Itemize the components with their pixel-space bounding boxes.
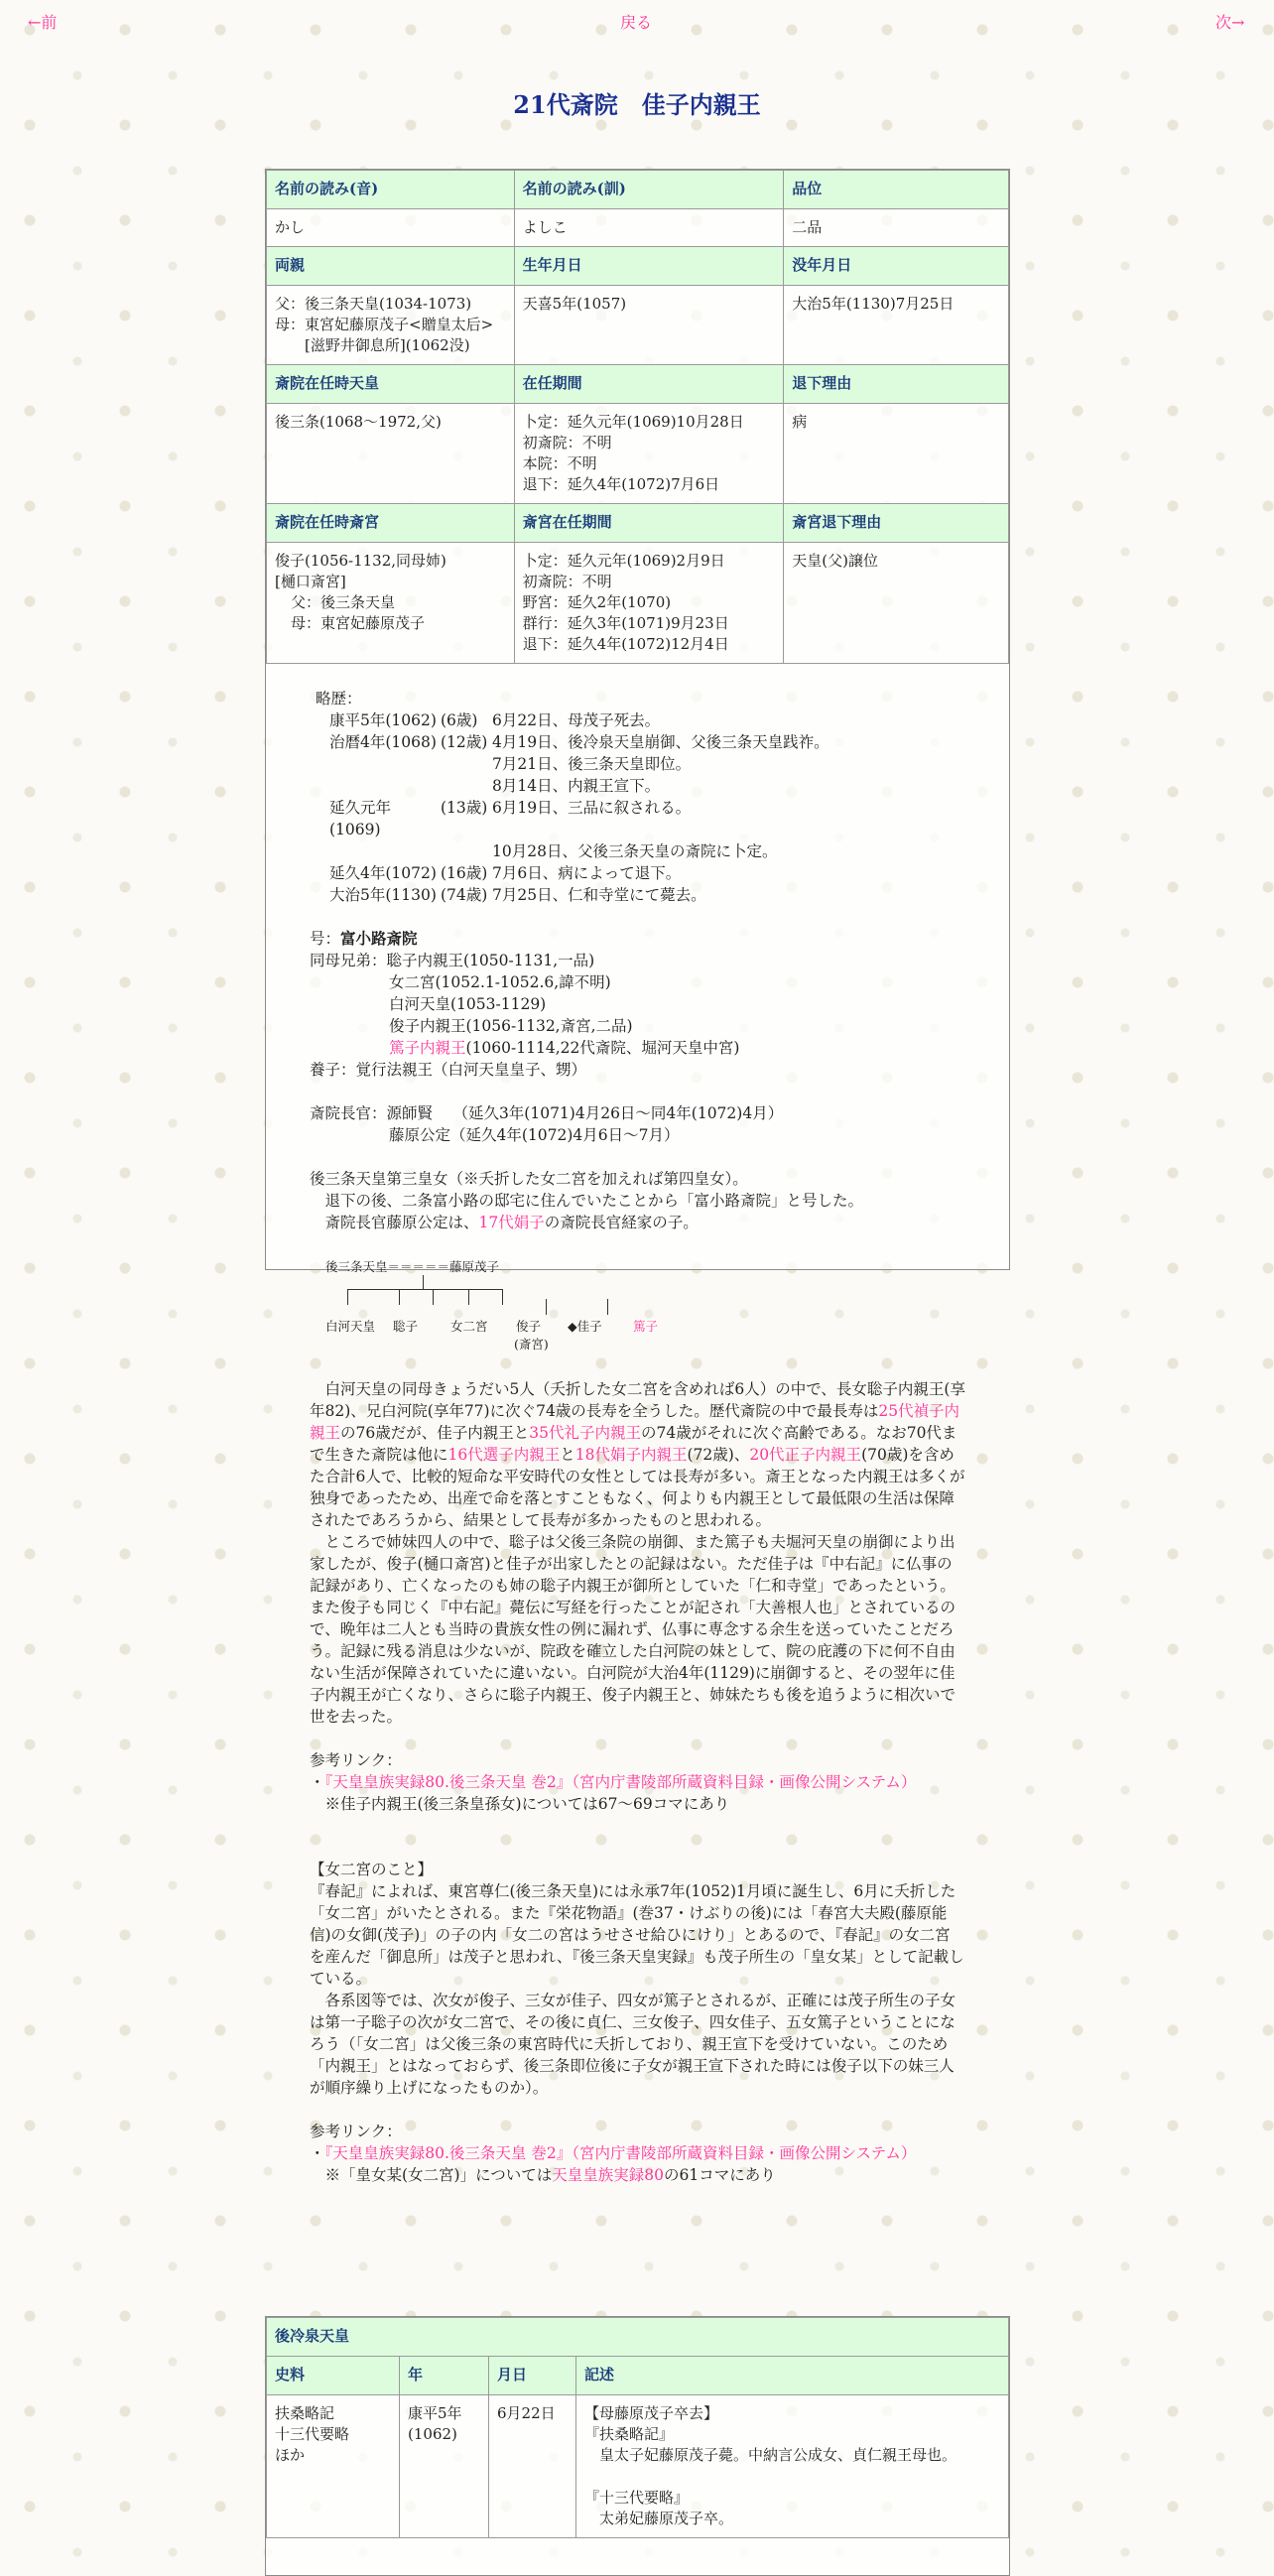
source-cell: [267, 2395, 400, 2538]
header-year: 年: [400, 2357, 489, 2395]
header-saigu-retire: 斎宮退下理由: [784, 504, 1009, 543]
link-teishi-25[interactable]: 25代禎子内親王: [310, 1402, 960, 1442]
header-saigu-term: 斎宮在任期間: [514, 504, 784, 543]
ryakureki-age: [441, 753, 492, 775]
essay-text: と: [560, 1446, 575, 1464]
ryakureki-age: (74歳): [441, 886, 488, 904]
ref1-link[interactable]: 『天皇皇族実録80.後三条天皇 巻2』（宮内庁書陵部所蔵資料目録・画像公開システム）: [324, 1773, 917, 1791]
ryakureki-event: 7月6日、病によって退下。: [492, 864, 682, 882]
ryakureki-row: [316, 753, 965, 775]
genealogy-line: [347, 1289, 502, 1290]
record-line: 『十三代要略』: [584, 2489, 690, 2507]
header-reading-kun: 名前の読み(訓): [514, 171, 784, 209]
ref1-label: 参考リンク：: [310, 1751, 402, 1769]
sibling-rest: (1060-1114,22代斎院、堀河天皇中宮): [465, 1039, 740, 1057]
chokan-line: [310, 1102, 965, 1124]
siblings-label: 同母兄弟：: [310, 952, 387, 969]
source-item: ほか: [275, 2446, 306, 2464]
back-link[interactable]: 戻る: [620, 13, 653, 32]
ref2-note: [310, 2164, 965, 2186]
saigu-term-line: 初斎院：不明: [522, 573, 612, 590]
header-parents: 両親: [267, 247, 515, 286]
term-line: 卜定：延久元年(1069)10月28日: [522, 413, 744, 431]
ryakureki-era: 延久元年(1069): [329, 799, 392, 838]
saigu-mother: 母：東宮妃藤原茂子: [291, 614, 426, 632]
main-panel: [265, 169, 1010, 2184]
link-senshi-16[interactable]: 16代選子内親王: [447, 1446, 561, 1464]
sibling-item: [310, 1037, 965, 1059]
ryakureki-row: [316, 775, 965, 797]
header-emperor: 斎院在任時天皇: [267, 365, 515, 404]
record-line: 皇太子妃藤原茂子薨。中納言公成女、貞仁親王母也。: [584, 2446, 957, 2464]
ryakureki-label: 略歴：: [316, 690, 362, 708]
saigu-term-cell: [514, 543, 784, 664]
sibling-item: 白河天皇(1053-1129): [389, 995, 547, 1013]
header-retire: 退下理由: [784, 365, 1009, 404]
saigu-term-line: 野宮：延久2年(1070): [522, 593, 672, 611]
bullet: ・: [310, 1773, 325, 1791]
info-table: [266, 170, 1009, 664]
chokan-label: 斎院長官：: [310, 1104, 387, 1122]
saigu-cell: [267, 543, 515, 664]
ryakureki-row: [316, 797, 965, 840]
para-text: 斎院長官藤原公定は、: [310, 1214, 479, 1231]
chokan-entry: 源師賢 （延久3年(1071)4月26日～同4年(1072)4月）: [386, 1104, 784, 1122]
ryakureki-row: [316, 731, 965, 753]
ryakureki-event: 7月25日、仁和寺堂にて薨去。: [492, 886, 706, 904]
biography: [266, 664, 1009, 2226]
parents-mother: 母：東宮妃藤原茂子<贈皇太后>: [275, 316, 494, 333]
header-date: 月日: [489, 2357, 576, 2395]
ryakureki-age: [441, 840, 492, 862]
go-name: 富小路斎院: [340, 929, 418, 948]
go-line: [310, 928, 965, 950]
ryakureki-age: (6歳): [441, 711, 478, 729]
genealogy-child-note: (斎宮): [514, 1337, 549, 1352]
genealogy-line: [347, 1289, 348, 1305]
genealogy-line: [399, 1289, 400, 1305]
death-date: 大治5年(1130)7月25日: [784, 286, 1009, 365]
parents-father: 父：後三条天皇(1034-1073): [275, 295, 472, 313]
ryakureki: [316, 688, 965, 906]
ref2-item: [310, 2142, 965, 2164]
genealogy-child: 俊子: [516, 1319, 542, 1334]
genealogy-diagram: [310, 1255, 965, 1372]
genealogy-child: 白河天皇: [325, 1319, 376, 1334]
ryakureki-era: 延久4年(1072): [329, 864, 437, 882]
ryakureki-age: [441, 775, 492, 797]
year-value: 康平5年: [408, 2404, 462, 2422]
essay-text: (70歳)を含めた合計6人で、比較的短命な平安時代の女性としては長寿が多い。斎王となった内親王は多くが独身であったため、出産で命を落とすこともなく、何よりも内親王として最低限の生活は保障されたであろうから、結果として長寿が多かったものと思われる。: [310, 1446, 965, 1529]
header-rank: 品位: [784, 171, 1009, 209]
genealogy-child: 篤子: [633, 1319, 659, 1334]
link-kenshi-18[interactable]: 18代娟子内親王: [574, 1446, 688, 1464]
ryakureki-age: (16歳): [441, 864, 488, 882]
genealogy-child: 女二宮: [450, 1319, 488, 1334]
year-cell: [400, 2395, 489, 2538]
prev-link[interactable]: ←前: [28, 13, 58, 32]
essay-p2: ところで姉妹四人の中で、聡子は父後三条院の崩御、また篤子も夫堀河天皇の崩御により出家したが、俊子(樋口斎宮)と佳子が出家したとの記録はない。ただ佳子は『中右記』に仏事の記録があり、亡くなったのも姉の聡子内親王が御所としていた「仁和寺堂」であったという。また俊子も同じく『中右記』薨伝に写経を行ったことが記され「大善根人也」とされているので、晩年は二人とも当時の貴族女性の例に漏れず、仏事に専念する余生を送っていたことだろう。記録に残る消息は少ないが、院政を確立した白河院の妹として、院の庇護の下に何不自由ない生活が保障されていたに違いない。白河院が大治4年(1129)に崩御すると、その翌年に佳子内親王が亡くなり、さらに聡子内親王、俊子内親王と、姉妹たちも後を追うように相次いで世を去った。: [310, 1533, 956, 1726]
essay-p1: [310, 1378, 965, 1531]
term-line: 本院：不明: [522, 454, 597, 472]
ryakureki-event: 4月19日、後冷泉天皇崩御、父後三条天皇践祚。: [492, 733, 829, 751]
ryakureki-event: 6月19日、三品に叙される。: [492, 799, 692, 817]
history-section-title: 後冷泉天皇: [267, 2318, 1009, 2357]
source-item: 扶桑略記: [275, 2404, 335, 2422]
saigu-alias: [樋口斎宮]: [275, 573, 346, 590]
ryakureki-row: [316, 840, 965, 862]
genealogy-parents: 後三条天皇＝＝＝＝＝藤原茂子: [325, 1259, 500, 1274]
essay-text: の74歳がそれに次ぐ高齢である。なお70代まで生きた斎院は他に: [310, 1424, 957, 1464]
ref1-note: ※佳子内親王(後三条皇孫女)については67～69コマにあり: [310, 1795, 730, 1813]
ryakureki-era: [316, 775, 441, 797]
header-record: 記述: [576, 2357, 1009, 2395]
term-line: 退下：延久4年(1072)7月6日: [522, 475, 720, 493]
genealogy-line: [546, 1299, 547, 1315]
reading-on: かし: [267, 209, 515, 247]
ref1-item: [310, 1771, 965, 1793]
record-line: 太弟妃藤原茂子卒。: [584, 2510, 734, 2527]
sibling-item: 俊子内親王(1056-1132,斎宮,二品): [389, 1017, 633, 1035]
ryakureki-era: [316, 753, 441, 775]
siblings-label-line: [310, 950, 965, 971]
history-table: [266, 2317, 1009, 2538]
retire-reason: 病: [784, 404, 1009, 504]
chokan-entry: 藤原公定（延久4年(1072)4月6日～7月）: [389, 1126, 680, 1144]
genealogy-child: 聡子: [393, 1319, 419, 1334]
header-source: 史料: [267, 2357, 400, 2395]
record-cell: [576, 2395, 1009, 2538]
ref2-note-text: ※「皇女某(女二宮)」については: [310, 2166, 553, 2184]
emperor: 後三条(1068～1972,父): [267, 404, 515, 504]
saigu-term-line: 卜定：延久元年(1069)2月9日: [522, 552, 725, 570]
nyoni-heading: 【女二宮のこと】: [310, 1861, 434, 1878]
genealogy-line: [607, 1299, 608, 1315]
sibling-item: 聡子内親王(1050-1131,一品): [386, 952, 595, 969]
record-line: 『扶桑略記』: [584, 2425, 675, 2443]
essay-text: 白河天皇の同母きょうだい5人（夭折した女二宮を含めれば6人）の中で、長女聡子内親王(享年82)、兄白河院(享年77)に次ぐ74歳の長寿を全うした。歴代斎院の中で最長寿は: [310, 1380, 965, 1420]
saigu-retire-reason: 天皇(父)譲位: [784, 543, 1009, 664]
link-seishi-20[interactable]: 20代正子内親王: [749, 1446, 862, 1464]
next-link[interactable]: 次→: [1215, 13, 1245, 32]
date-cell: 6月22日: [489, 2395, 576, 2538]
ryakureki-row: [316, 862, 965, 884]
header-death: 没年月日: [784, 247, 1009, 286]
nyoni-p2: 各系図等では、次女が俊子、三女が佳子、四女が篤子とされるが、正確には茂子所生の子女は第一子聡子の次が女二宮で、その後に貞仁、三女俊子、四女佳子、五女篤子ということになろう（「女二宮」は父後三条の東宮時代に夭折しており、親王宣下を受けていない。このため「内親王」とはなっておらず、後三条即位後に子女が親王宣下された時には俊子以下の妹三人が順序繰り上げになったものか）。: [310, 1992, 956, 2097]
saigu-father: 父：後三条天皇: [291, 593, 396, 611]
ryakureki-age: (12歳): [441, 733, 488, 751]
ryakureki-event: 10月28日、父後三条天皇の斎院に卜定。: [492, 842, 778, 860]
ryakureki-era: 大治5年(1130): [329, 886, 437, 904]
page-title: 21代斎院 佳子内親王: [513, 90, 761, 119]
go-label: 号：: [310, 930, 341, 948]
ref2-link[interactable]: 『天皇皇族実録80.後三条天皇 巻2』（宮内庁書陵部所蔵資料目録・画像公開システム）: [324, 2144, 917, 2162]
rank: 二品: [784, 209, 1009, 247]
ryakureki-event: 7月21日、後三条天皇即位。: [492, 755, 692, 773]
header-term: 在任期間: [514, 365, 784, 404]
link-reishi-35[interactable]: 35代礼子内親王: [529, 1424, 641, 1442]
link-kenshi-17[interactable]: 17代娟子: [478, 1214, 545, 1231]
genealogy-line: [433, 1289, 434, 1305]
ref2-note-text: の61コマにあり: [664, 2166, 776, 2184]
essay-text: (72歳)、: [687, 1446, 750, 1464]
genealogy-line: [468, 1289, 469, 1305]
genealogy-line: [423, 1275, 424, 1289]
saigu-name: 俊子(1056-1132,同母姉): [275, 552, 446, 570]
ryakureki-era: [316, 840, 441, 862]
parents-cell: [267, 286, 515, 365]
ryakureki-row: [316, 709, 965, 731]
essay-text: の76歳だが、佳子内親王と: [340, 1424, 530, 1442]
reading-kun: よしこ: [514, 209, 784, 247]
history-panel: [265, 2316, 1010, 2576]
bullet: ・: [310, 2144, 325, 2162]
saigu-term-line: 退下：延久4年(1072)12月4日: [522, 635, 729, 653]
record-line: 【母藤原茂子卒去】: [584, 2404, 719, 2422]
birth-date: 天喜5年(1057): [514, 286, 784, 365]
ryakureki-era: 治暦4年(1068): [329, 733, 437, 751]
adopted: 養子：覚行法親王（白河天皇皇子、甥）: [310, 1061, 587, 1079]
ryakureki-row: [316, 884, 965, 906]
nyoni-p1: 『春記』によれば、東宮尊仁(後三条天皇)には永承7年(1052)1月頃に誕生し、6月に夭折した「女二宮」がいたとされる。また『栄花物語』(巻37・けぶりの後)には「春宮大夫殿(藤原能信)の女御(茂子)」の子の内「女二の宮はうせさせ給ひにけり」とあるので、『春記』の女二宮を産んだ「御息所」は茂子と思われ、『後三条天皇実録』も茂子所生の「皇女某」として記載している。: [310, 1882, 964, 1988]
header-reading-on: 名前の読み(音): [267, 171, 515, 209]
ryakureki-event: 8月14日、内親王宣下。: [492, 777, 661, 795]
sibling-link-tokushi[interactable]: 篤子内親王: [389, 1039, 466, 1057]
term-cell: [514, 404, 784, 504]
ryakureki-age: (13歳): [441, 799, 488, 817]
term-line: 初斎院：不明: [522, 434, 612, 451]
sibling-item: 女二宮(1052.1-1052.6,諱不明): [389, 973, 611, 991]
header-birth: 生年月日: [514, 247, 784, 286]
genealogy-self: ◆佳子: [568, 1319, 602, 1334]
parents-mother-alias: [滋野井御息所](1062没): [305, 336, 470, 354]
ryakureki-event: 6月22日、母茂子死去。: [492, 711, 661, 729]
para-text: の斎院長官経家の子。: [544, 1214, 699, 1231]
para-line: 退下の後、二条富小路の邸宅に住んでいたことから「富小路斎院」と号した。: [310, 1192, 864, 1210]
para-line: [310, 1212, 965, 1233]
saigu-term-line: 群行：延久3年(1071)9月23日: [522, 614, 729, 632]
year-western: (1062): [408, 2425, 457, 2443]
source-item: 十三代要略: [275, 2425, 350, 2443]
para-line: 後三条天皇第三皇女（※夭折した女二宮を加えれば第四皇女）。: [310, 1170, 748, 1188]
ryakureki-era: 康平5年(1062): [329, 711, 437, 729]
genealogy-line: [502, 1289, 503, 1305]
header-saigu: 斎院在任時斎宮: [267, 504, 515, 543]
ref2-note-link[interactable]: 天皇皇族実録80: [552, 2166, 665, 2184]
ref2-label: 参考リンク：: [310, 2123, 402, 2140]
